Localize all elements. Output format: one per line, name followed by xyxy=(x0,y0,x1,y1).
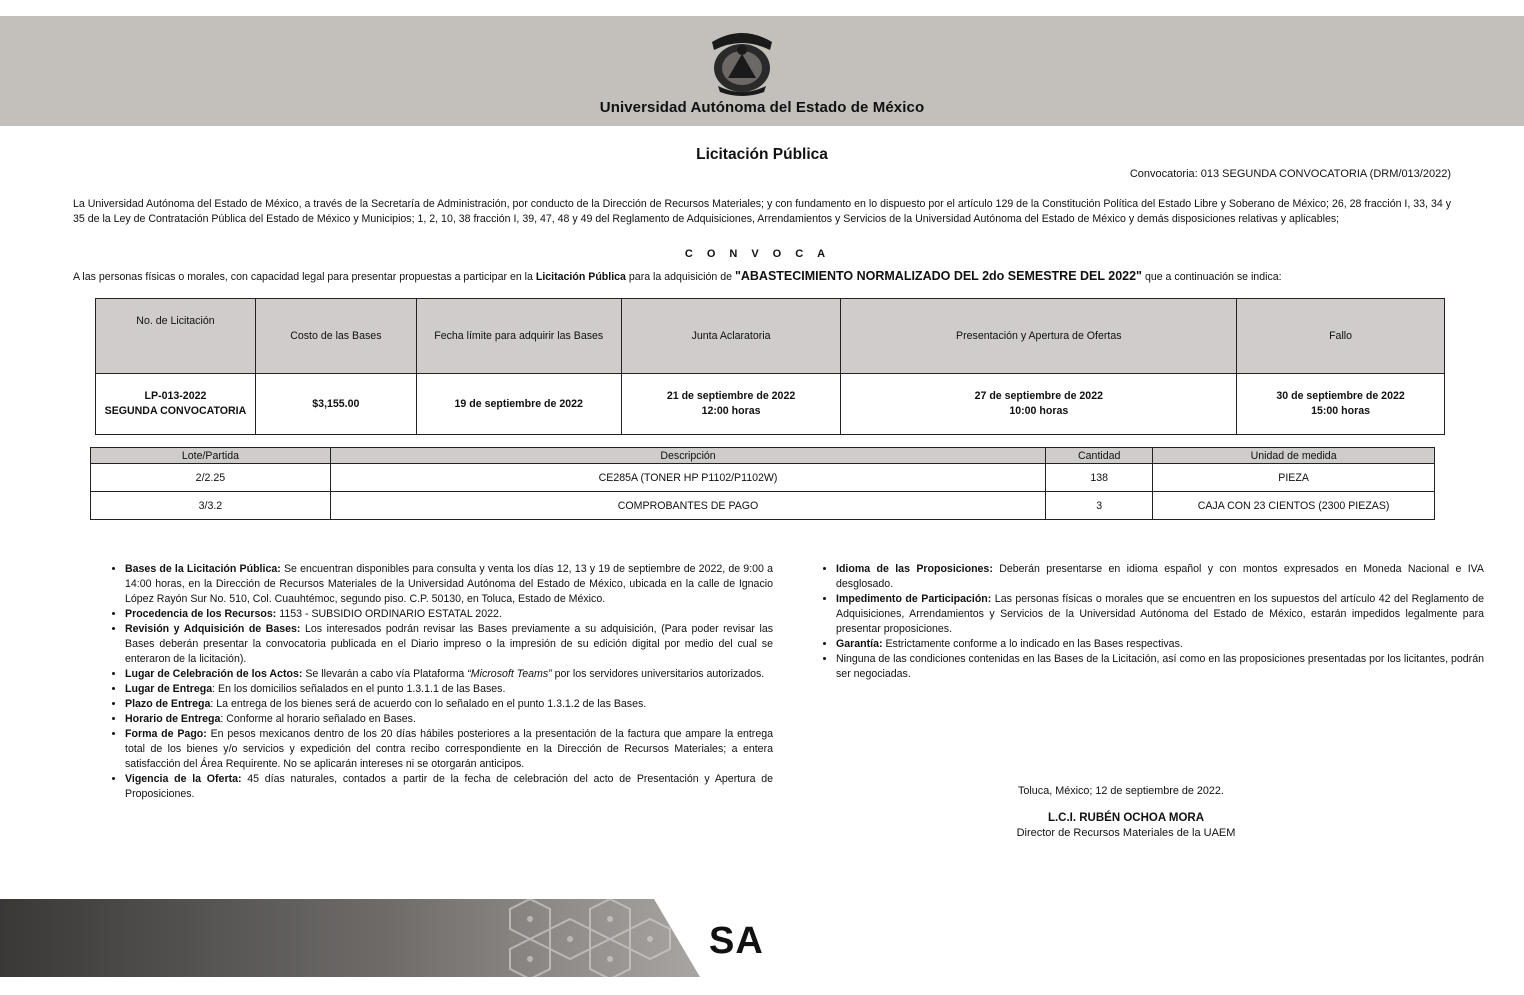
intro-paragraph: La Universidad Autónoma del Estado de México, a través de la Secretaría de Administración, por conducto de la Dirección de Recursos Materiales; y con fundamento en lo dispuesto por el artículo 129 de la Constitución Política del Estado Libre y Soberano de México; 26, 28 fracción I, 33, 34 y 35 de la Ley de Contratación Pública del Estado de México y Municipios; 1, 2, 10, 38 fracción I, 39, 47, 48 y 49 del Reglamento de Adquisiciones, Arrendamientos y Servicios de la Universidad Autónoma del Estado de México y demás disposiciones relativas y aplicables; xyxy=(73,198,1451,225)
list-item: • Bases de la Licitación Pública: Se encuentran disponibles para consulta y venta los días 12, 13 y 19 de septiembre de 2022, de 9:00 a 14:00 horas, en la Dirección de Recursos Materiales de la Universidad Autónoma del Estado de México, ubicada en la calle de Ignacio López Rayón Sur No. 510, Col. Cuauhtémoc, segundo piso. C.P. 50130, en Toluca, Estado de México. xyxy=(125,562,773,607)
list-item: • Garantía: Estrictamente conforme a lo indicado en las Bases respectivas. xyxy=(836,637,1484,652)
table-cell: 138 xyxy=(1046,464,1153,492)
page-title: Licitación Pública xyxy=(696,146,828,163)
invitation-line: A las personas físicas o morales, con capacidad legal para presentar propuestas a participar en la Licitación Pública para la adquisición de "ABASTECIMIENTO NORMALIZADO DEL 2do SEMESTRE DEL 2022" que a continuación se indica: xyxy=(73,269,1282,283)
list-item: • Lugar de Celebración de los Actos: Se llevarán a cabo vía Plataforma “Microsoft Teams” por los servidores universitarios autorizados. xyxy=(125,667,773,682)
list-item: • Forma de Pago: En pesos mexicanos dentro de los 20 días hábiles posteriores a la presentación de la factura que ampare la entrega total de los bienes y/o servicios y expedición del contra recibo correspondiente en la Dirección de Recursos Materiales; a entera satisfacción del Área Requirente. No se aplicarán intereses ni se otorgarán anticipos. xyxy=(125,727,773,772)
list-item: • Horario de Entrega: Conforme al horario señalado en Bases. xyxy=(125,712,773,727)
table-header: Fecha límite para adquirir las Bases xyxy=(416,299,621,374)
table-header: Presentación y Apertura de Ofertas xyxy=(841,299,1237,374)
table-cell: 19 de septiembre de 2022 xyxy=(416,374,621,435)
table-cell: LP-013-2022 SEGUNDA CONVOCATORIA xyxy=(96,374,256,435)
list-item: • Impedimento de Participación: Las personas físicas o morales que se encuentren en los supuestos del artículo 42 del Reglamento de Adquisiciones, Arrendamientos y Servicios de la Universidad Autónoma del Estado de México, estarán impedidos legalmente para presentar proposiciones. xyxy=(836,592,1484,637)
table-cell: 3/3.2 xyxy=(91,492,331,520)
university-seal-icon xyxy=(704,28,780,96)
footer-tag: SA xyxy=(709,920,764,962)
table-cell: PIEZA xyxy=(1153,464,1435,492)
list-item: • Ninguna de las condiciones contenidas en las Bases de la Licitación, así como en las proposiciones presentadas por los licitantes, podrán ser negociadas. xyxy=(836,652,1484,682)
table-row xyxy=(91,492,1435,520)
lotes-table xyxy=(90,447,1435,520)
table-cell: COMPROBANTES DE PAGO xyxy=(330,492,1045,520)
list-item: • Procedencia de los Recursos: 1153 - SUBSIDIO ORDINARIO ESTATAL 2022. xyxy=(125,607,773,622)
table-header: Costo de las Bases xyxy=(255,299,416,374)
table-header: Fallo xyxy=(1237,299,1445,374)
licitacion-table xyxy=(95,298,1445,435)
list-item: • Plazo de Entrega: La entrega de los bienes será de acuerdo con lo señalado en el punto 1.3.1.2 de las Bases. xyxy=(125,697,773,712)
convocatoria-number: Convocatoria: 013 SEGUNDA CONVOCATORIA (DRM/013/2022) xyxy=(1129,168,1451,180)
convoca-heading: CONVOCA xyxy=(684,248,840,260)
table-header-row xyxy=(96,299,1445,374)
table-cell: 27 de septiembre de 2022 10:00 horas xyxy=(841,374,1237,435)
table-header: Junta Aclaratoria xyxy=(621,299,841,374)
table-row xyxy=(91,464,1435,492)
table-header: No. de Licitación xyxy=(96,299,256,374)
table-cell: 3 xyxy=(1046,492,1153,520)
university-name: Universidad Autónoma del Estado de México xyxy=(599,99,925,116)
table-header: Cantidad xyxy=(1046,448,1153,464)
list-item: • Lugar de Entrega: En los domicilios señalados en el punto 1.3.1.1 de las Bases. xyxy=(125,682,773,697)
place-date: Toluca, México; 12 de septiembre de 2022. xyxy=(1018,785,1224,797)
conditions-list-right xyxy=(784,562,1484,682)
signatory-role: Director de Recursos Materiales de la UAEM xyxy=(1016,827,1236,839)
list-item: • Idioma de las Proposiciones: Deberán presentarse en idioma español y con montos expresados en Moneda Nacional e IVA desglosado. xyxy=(836,562,1484,592)
table-cell: 21 de septiembre de 2022 12:00 horas xyxy=(621,374,841,435)
signatory-name: L.C.I. RUBÉN OCHOA MORA xyxy=(1047,812,1205,824)
list-item: • Vigencia de la Oferta: 45 días naturales, contados a partir de la fecha de celebración del acto de Presentación y Apertura de Proposiciones. xyxy=(125,772,773,802)
table-cell: $3,155.00 xyxy=(255,374,416,435)
table-header-row xyxy=(91,448,1435,464)
table-cell: 2/2.25 xyxy=(91,464,331,492)
list-item: • Revisión y Adquisición de Bases: Los interesados podrán revisar las Bases previamente a su adquisición, (Para poder revisar las Bases deberán presentar la convocatoria publicada en el Diario impreso o la impresión de su edición digital por medio del cual se enteraron de la licitación). xyxy=(125,622,773,667)
conditions-list-left xyxy=(73,562,773,802)
table-cell: 30 de septiembre de 2022 15:00 horas xyxy=(1237,374,1445,435)
table-header: Lote/Partida xyxy=(91,448,331,464)
table-header: Unidad de medida xyxy=(1153,448,1435,464)
hexagon-pattern-icon xyxy=(0,899,700,977)
table-cell: CE285A (TONER HP P1102/P1102W) xyxy=(330,464,1045,492)
table-header: Descripción xyxy=(330,448,1045,464)
table-cell: CAJA CON 23 CIENTOS (2300 PIEZAS) xyxy=(1153,492,1435,520)
table-row xyxy=(96,374,1445,435)
